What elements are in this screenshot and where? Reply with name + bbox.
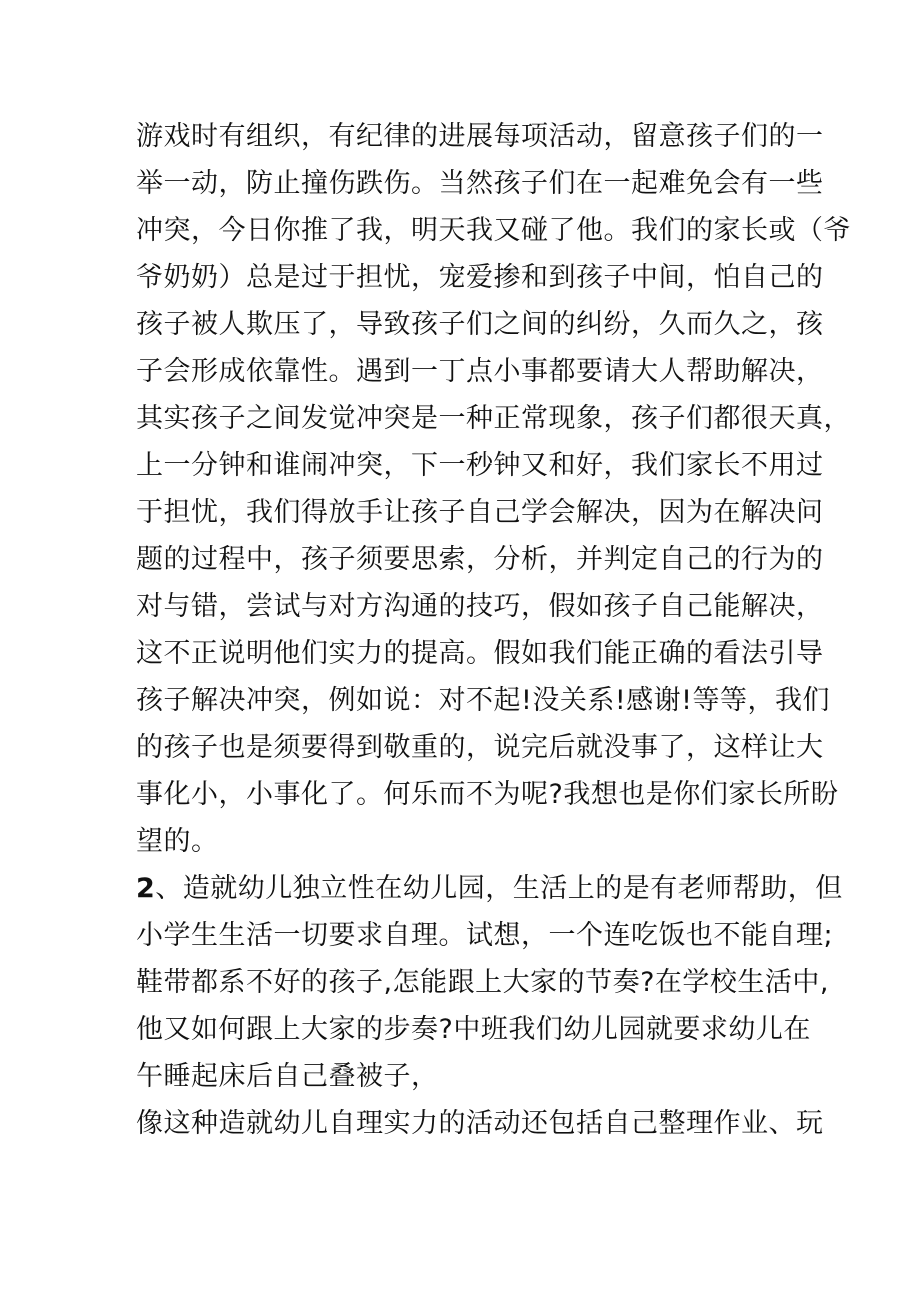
text-line: 举一动，防止撞伤跌伤。当然孩子们在一起难免会有一些: [136, 168, 824, 199]
text-line: 小学生生活一切要求自理。试想，一个连吃饭也不能自理;: [136, 920, 834, 951]
text-line: 他又如何跟上大家的步奏?中班我们幼儿园就要求幼儿在: [136, 1014, 811, 1045]
text-line: 游戏时有组织，有纪律的进展每项活动，留意孩子们的一: [136, 121, 824, 152]
section-2-first-line-text: 、造就幼儿独立性在幼儿园，生活上的是有老师帮助，但: [155, 873, 843, 904]
body-text: [136, 113, 851, 1147]
text-line: 孩子被人欺压了，导致孩子们之间的纠纷，久而久之，孩: [136, 309, 824, 340]
text-line: 事化小，小事化了。何乐而不为呢?我想也是你们家长所盼: [136, 779, 839, 810]
text-line: 的孩子也是须要得到敬重的，说完后就没事了，这样让大: [136, 732, 824, 763]
text-line: 孩子解决冲突，例如说：对不起!没关系!感谢!等等，我们: [136, 685, 830, 716]
text-line: 爷奶奶）总是过于担忧，宠爱掺和到孩子中间，怕自己的: [136, 262, 824, 293]
text-line: 其实孩子之间发觉冲突是一种正常现象，孩子们都很天真，: [136, 403, 851, 434]
text-line: 题的过程中，孩子须要思索，分析，并判定自己的行为的: [136, 544, 824, 575]
text-line: 子会形成依靠性。遇到一丁点小事都要请大人帮助解决，: [136, 356, 824, 387]
text-line: 冲突，今日你推了我，明天我又碰了他。我们的家长或（爷: [136, 215, 851, 246]
text-line: 这不正说明他们实力的提高。假如我们能正确的看法引导: [136, 638, 824, 669]
text-line: 午睡起床后自己叠被子，: [136, 1061, 439, 1092]
section-2-heading-line: [136, 865, 843, 912]
section-number: 2: [136, 873, 156, 904]
text-line: 鞋带都系不好的孩子,怎能跟上大家的节奏?在学校生活中,: [136, 967, 829, 998]
text-line: 对与错，尝试与对方沟通的技巧，假如孩子自己能解决，: [136, 591, 824, 622]
text-line: 像这种造就幼儿自理实力的活动还包括自己整理作业、玩: [136, 1108, 824, 1139]
text-line: 上一分钟和谁闹冲突，下一秒钟又和好，我们家长不用过: [136, 450, 824, 481]
text-line: 望的。: [136, 826, 219, 857]
text-line: 于担忧，我们得放手让孩子自己学会解决，因为在解决问: [136, 497, 824, 528]
